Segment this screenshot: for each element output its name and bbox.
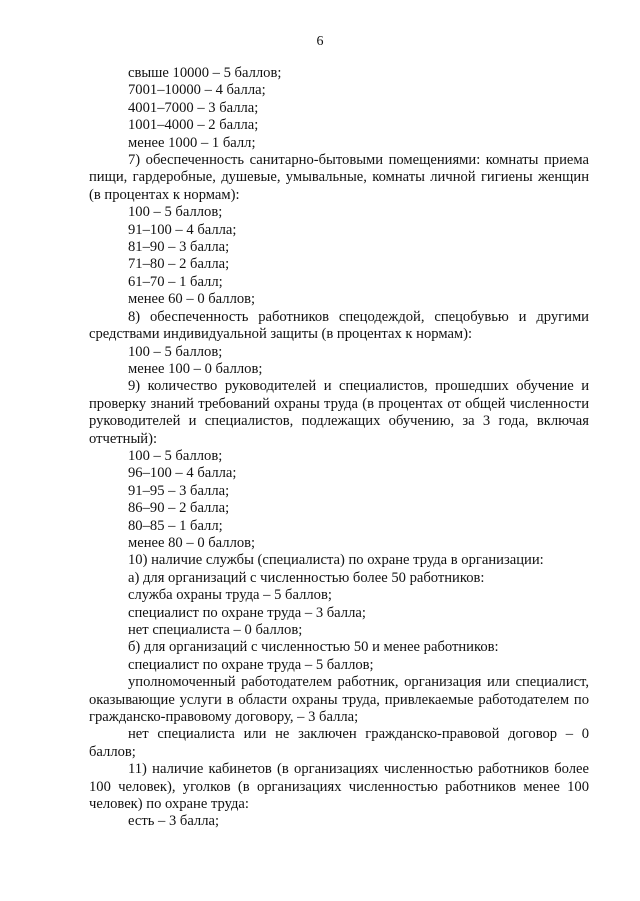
list-line: специалист по охране труда – 3 балла; — [128, 604, 366, 621]
paragraph: нет специалиста или не заключен гражданско-правовой договор – 0 баллов; — [89, 726, 589, 760]
paragraph: 8) обеспеченность работников спецодеждой, спецобувью и другими средствами индивидуальной защиты (в процентах к нормам): — [89, 308, 589, 343]
list-line: специалист по охране труда – 5 баллов; — [128, 656, 374, 673]
list-line: 80–85 – 1 балл; — [128, 517, 223, 534]
list-line: 61–70 – 1 балл; — [128, 273, 223, 290]
list-line: 81–90 – 3 балла; — [128, 239, 230, 256]
list-line: 71–80 – 2 балла; — [128, 256, 230, 273]
list-line: б) для организаций с численностью 50 и менее работников: — [128, 639, 499, 656]
list-line: свыше 10000 – 5 баллов; — [128, 65, 282, 81]
list-line: 100 – 5 баллов; — [128, 204, 223, 221]
list-line: менее 1000 – 1 балл; — [128, 134, 256, 151]
list-line: есть – 3 балла; — [128, 813, 220, 830]
list-line: 1001–4000 – 2 балла; — [128, 117, 259, 134]
list-line: 91–95 – 3 балла; — [128, 482, 230, 499]
list-line: 7001–10000 – 4 балла; — [128, 82, 266, 99]
list-line: 100 – 5 баллов; — [128, 343, 223, 360]
paragraph: 11) наличие кабинетов (в организациях численностью работников более 100 человек), уголков (в организациях численностью работников менее 100 человек) по охране труда: — [89, 761, 589, 813]
list-line: нет специалиста – 0 баллов; — [128, 622, 303, 638]
list-line: 10) наличие службы (специалиста) по охране труда в организации: — [128, 552, 544, 569]
list-line: а) для организаций с численностью более 50 работников: — [128, 569, 485, 586]
document-body — [89, 65, 589, 831]
list-line: 96–100 – 4 балла; — [128, 465, 237, 482]
list-line: менее 100 – 0 баллов; — [128, 360, 263, 377]
paragraph: 7) обеспеченность санитарно-бытовыми помещениями: комнаты приема пищи, гардеробные, душевые, умывальные, комнаты личной гигиены женщин (в процентах к нормам): — [89, 152, 589, 203]
list-line: служба охраны труда – 5 баллов; — [128, 587, 332, 604]
list-line: 86–90 – 2 балла; — [128, 500, 230, 517]
list-line: 91–100 – 4 балла; — [128, 221, 237, 238]
page-number: 6 — [316, 34, 324, 49]
list-line: 100 – 5 баллов; — [128, 447, 223, 464]
list-line: менее 60 – 0 баллов; — [128, 291, 256, 308]
paragraph: 9) количество руководителей и специалистов, прошедших обучение и проверку знаний требований охраны труда (в процентах от общей численности руководителей и специалистов, подлежащих обучению, за 3 года, включая отчетный): — [89, 378, 589, 447]
list-line: менее 80 – 0 баллов; — [128, 534, 256, 551]
list-line: 4001–7000 – 3 балла; — [128, 99, 259, 116]
paragraph: уполномоченный работодателем работник, организация или специалист, оказывающие услуги в области охраны труда, привлекаемые работодателем по гражданско-правовому договору, – 3 балла; — [89, 674, 589, 726]
